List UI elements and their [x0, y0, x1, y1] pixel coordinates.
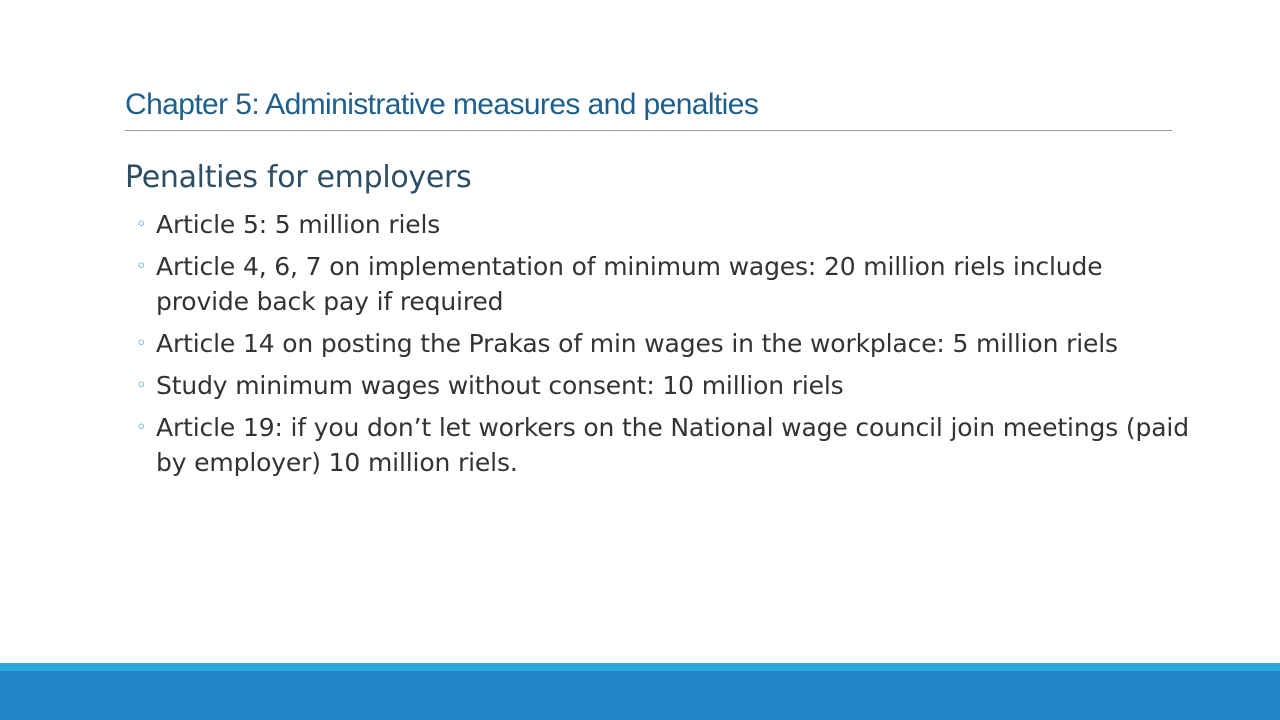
- footer-bar: [0, 671, 1280, 720]
- section-heading: Penalties for employers: [125, 160, 472, 195]
- list-item-text: Article 4, 6, 7 on implementation of minimum wages: 20 million riels include provide back pay if required: [156, 252, 1103, 316]
- footer-accent-bar: [0, 663, 1280, 671]
- bullet-circle-icon: ◦: [136, 417, 147, 438]
- list-item-text: Article 5: 5 million riels: [156, 210, 441, 239]
- list-item-text: Article 19: if you don’t let workers on the National wage council join meetings (paid by employer) 10 million riels.: [156, 413, 1189, 477]
- penalty-list: [136, 207, 1196, 487]
- bullet-circle-icon: ◦: [136, 375, 147, 396]
- list-item: [136, 249, 1196, 319]
- bullet-circle-icon: ◦: [136, 214, 147, 235]
- bullet-circle-icon: ◦: [136, 333, 147, 354]
- list-item-text: Study minimum wages without consent: 10 million riels: [156, 371, 844, 400]
- title-divider: [125, 130, 1172, 131]
- bullet-circle-icon: ◦: [136, 256, 147, 277]
- list-item: [136, 207, 1196, 242]
- list-item: [136, 368, 1196, 403]
- list-item: [136, 326, 1196, 361]
- list-item-text: Article 14 on posting the Prakas of min wages in the workplace: 5 million riels: [156, 329, 1118, 358]
- list-item: [136, 410, 1196, 480]
- slide-title: Chapter 5: Administrative measures and penalties: [125, 88, 759, 121]
